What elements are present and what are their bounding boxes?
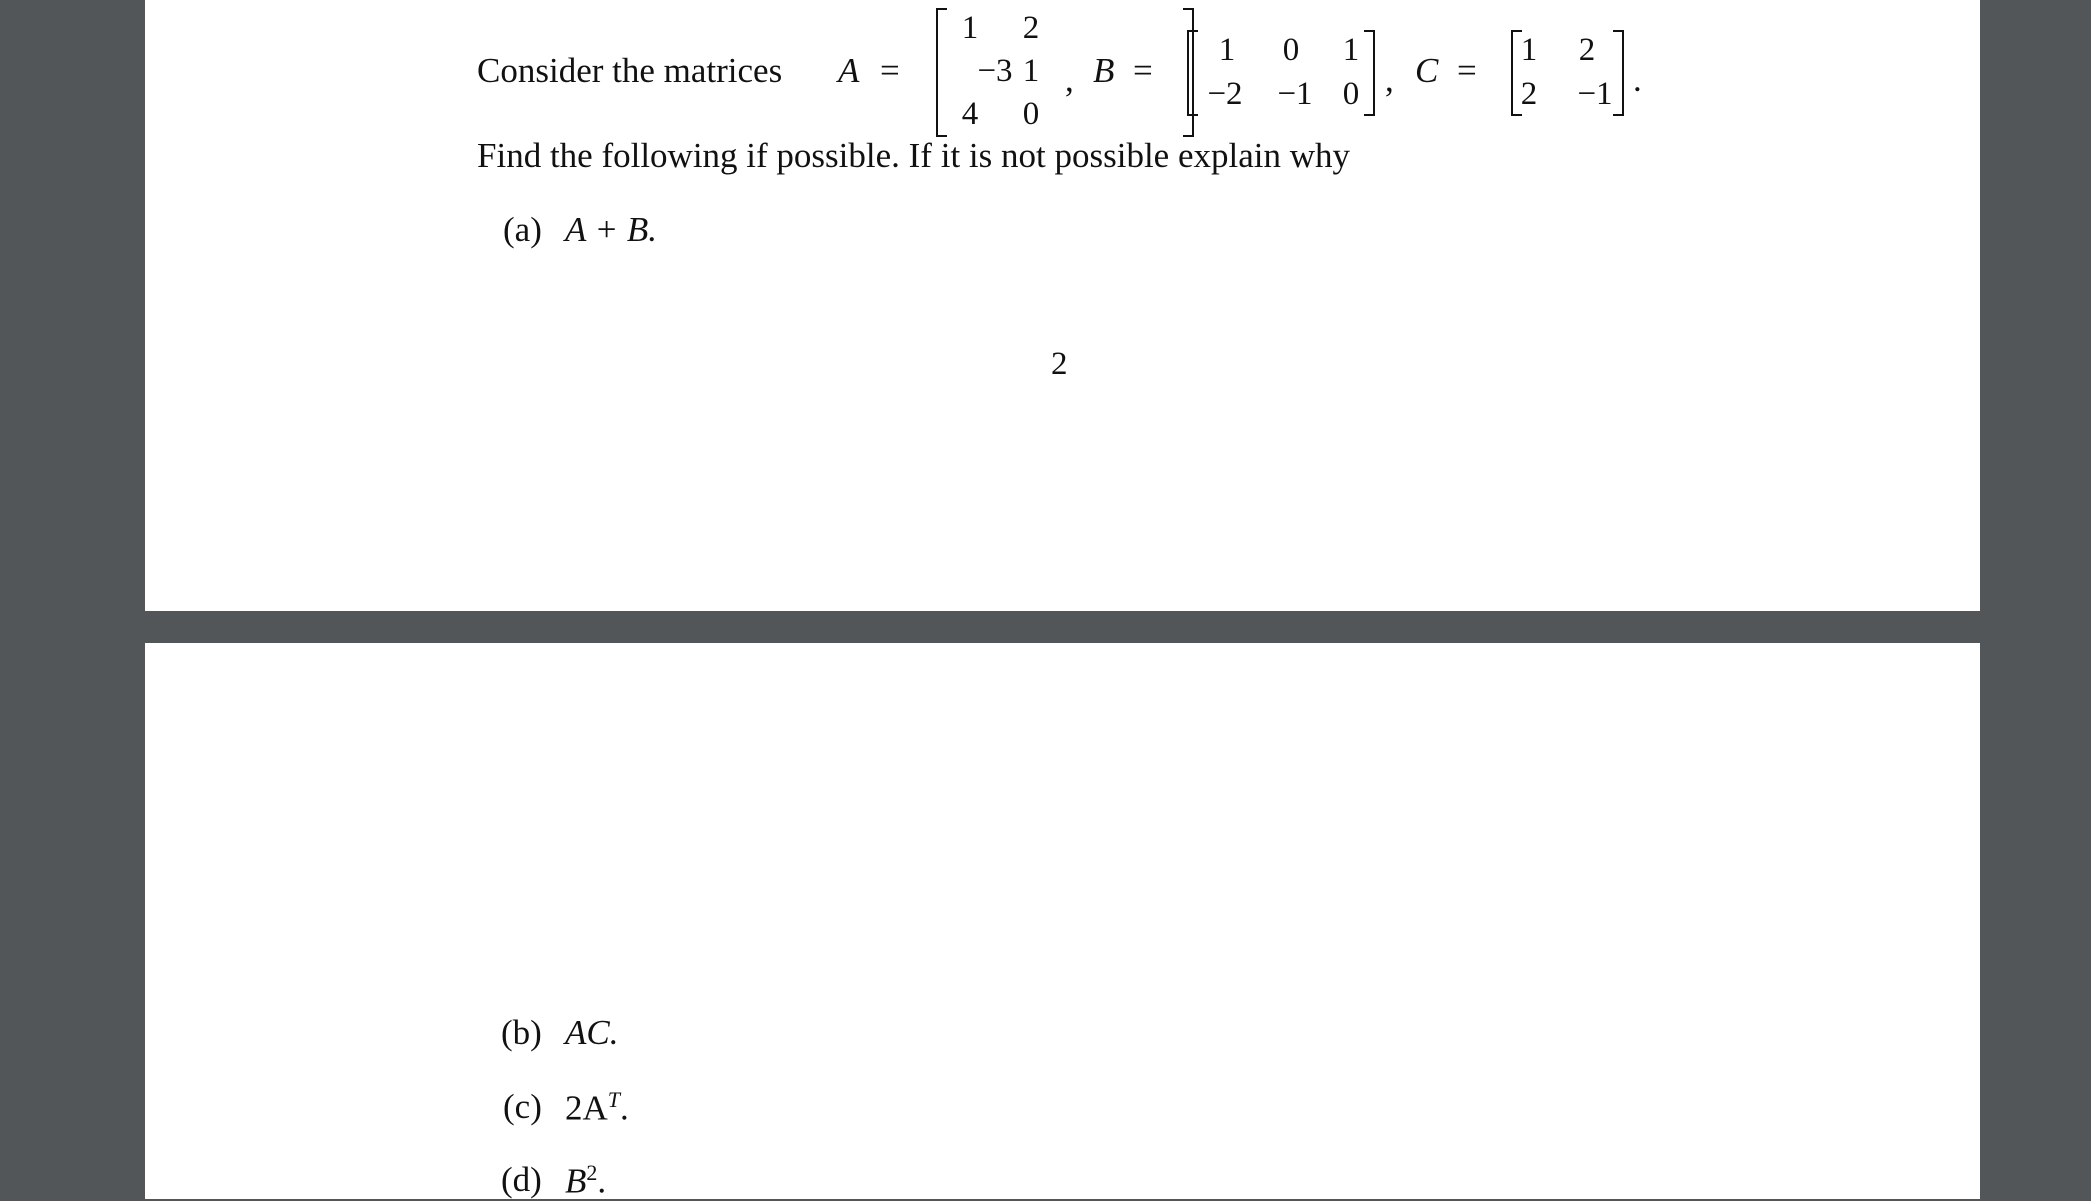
part-d-base: B xyxy=(565,1161,587,1201)
period-after-c: . xyxy=(1633,60,1642,99)
matrix-b-cell: −2 xyxy=(1207,76,1243,112)
matrix-b-cell: 0 xyxy=(1342,76,1360,112)
matrix-c-cell: −1 xyxy=(1577,76,1613,112)
part-c-coefficient: 2A xyxy=(565,1088,608,1128)
matrix-a-cell: 4 xyxy=(961,96,979,132)
page-number: 2 xyxy=(1051,346,1068,382)
pdf-page-1 xyxy=(145,0,1980,611)
instruction-text: Find the following if possible. If it is not possible explain why xyxy=(477,136,1351,175)
part-d-period: . xyxy=(597,1161,607,1201)
matrix-a-cell: 2 xyxy=(1022,10,1040,46)
matrix-a-cell: 1 xyxy=(961,10,979,46)
part-d-superscript: 2 xyxy=(586,1160,598,1185)
part-a-label: (a) xyxy=(503,210,542,249)
part-c-label: (c) xyxy=(503,1087,542,1126)
matrix-b-cell: 1 xyxy=(1218,32,1236,68)
matrix-a-cell: 0 xyxy=(1022,96,1040,132)
intro-text: Consider the matrices xyxy=(477,51,783,90)
matrix-b-cell: 1 xyxy=(1342,32,1360,68)
part-a-expression: A + B. xyxy=(565,210,657,249)
matrix-c-name: C xyxy=(1415,51,1439,90)
matrix-b-cell: −1 xyxy=(1277,76,1313,112)
part-d-label: (d) xyxy=(501,1160,542,1199)
matrix-a-cell: 1 xyxy=(1022,53,1040,89)
equals-c: = xyxy=(1457,51,1477,90)
part-c-expression xyxy=(565,1089,629,1126)
comma-after-b: , xyxy=(1385,60,1394,99)
part-d-expression xyxy=(565,1162,606,1199)
matrix-c-cell: 2 xyxy=(1578,32,1596,68)
matrix-c-cell: 1 xyxy=(1520,32,1538,68)
equals-b: = xyxy=(1133,51,1153,90)
pdf-page-2 xyxy=(145,643,1980,1199)
part-c-superscript: T xyxy=(607,1087,621,1112)
matrix-b-cell: 0 xyxy=(1282,32,1300,68)
part-b-expression: AC. xyxy=(565,1013,619,1052)
matrix-c-cell: 2 xyxy=(1520,76,1538,112)
part-b-label: (b) xyxy=(501,1013,542,1052)
part-c-period: . xyxy=(620,1088,629,1128)
matrix-a-name: A xyxy=(838,51,860,90)
matrix-a-cell: −3 xyxy=(977,53,1013,89)
matrix-b-name: B xyxy=(1093,51,1115,90)
equals-a: = xyxy=(880,51,900,90)
comma-after-a: , xyxy=(1065,60,1074,99)
